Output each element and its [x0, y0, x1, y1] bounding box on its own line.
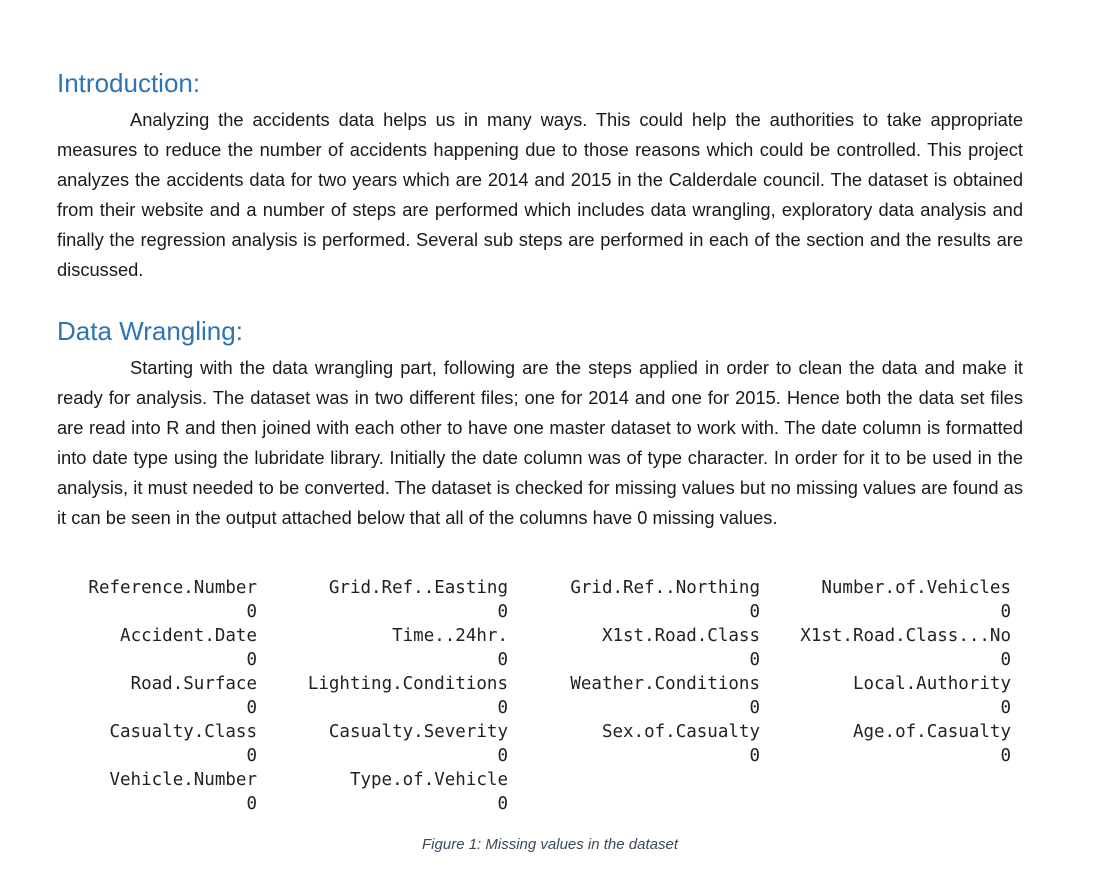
missing-count: 0: [246, 794, 257, 814]
data-wrangling-heading: Data Wrangling:: [57, 316, 243, 346]
figure-caption: Figure 1: Missing values in the dataset: [422, 836, 678, 853]
missing-count: 0: [1000, 602, 1011, 622]
column-name: Reference.Number: [88, 578, 257, 598]
missing-count: 0: [749, 602, 760, 622]
output-header-row: [57, 624, 1011, 648]
missing-values-output: [57, 576, 1011, 816]
missing-count: 0: [497, 650, 508, 670]
missing-count: 0: [246, 698, 257, 718]
missing-count: 0: [497, 602, 508, 622]
column-name: Grid.Ref..Easting: [328, 578, 508, 598]
column-name: Type.of.Vehicle: [349, 770, 508, 790]
column-name: Age.of.Casualty: [852, 722, 1011, 742]
introduction-heading: Introduction:: [57, 68, 201, 98]
missing-count: 0: [749, 698, 760, 718]
output-header-row: [57, 576, 1011, 600]
missing-count: [508, 792, 760, 816]
output-value-row: [57, 648, 1011, 672]
column-name: Grid.Ref..Northing: [570, 578, 760, 598]
column-name: Number.of.Vehicles: [821, 578, 1011, 598]
column-name: Time..24hr.: [392, 626, 508, 646]
missing-count: 0: [246, 650, 257, 670]
output-header-row: [57, 720, 1011, 744]
column-name: [760, 768, 1011, 792]
introduction-paragraph: Analyzing the accidents data helps us in many ways. This could help the authorities to take appropriate measures to reduce the number of accidents happening due to those reasons which could be controlled. This project analyzes the accidents data for two years which are 2014 and 2015 in the Calderdale council. The dataset is obtained from their website and a number of steps are performed which includes data wrangling, exploratory data analysis and finally the regression analysis is performed. Several sub steps are performed in each of the section and the results are discussed.: [57, 109, 1023, 280]
column-name: [508, 768, 760, 792]
missing-count: 0: [246, 602, 257, 622]
missing-count: 0: [1000, 746, 1011, 766]
column-name: Vehicle.Number: [109, 770, 257, 790]
output-value-row: [57, 696, 1011, 720]
missing-count: 0: [749, 746, 760, 766]
output-header-row: [57, 768, 1011, 792]
column-name: Casualty.Severity: [328, 722, 508, 742]
column-name: X1st.Road.Class: [601, 626, 760, 646]
missing-count: 0: [497, 698, 508, 718]
missing-count: 0: [749, 650, 760, 670]
column-name: Accident.Date: [120, 626, 257, 646]
missing-count: [760, 792, 1011, 816]
column-name: Road.Surface: [130, 674, 257, 694]
missing-count: 0: [497, 794, 508, 814]
missing-count: 0: [246, 746, 257, 766]
column-name: Local.Authority: [852, 674, 1011, 694]
column-name: Weather.Conditions: [570, 674, 760, 694]
output-value-row: [57, 600, 1011, 624]
output-value-row: [57, 792, 1011, 816]
column-name: Sex.of.Casualty: [601, 722, 760, 742]
column-name: Lighting.Conditions: [307, 674, 508, 694]
missing-count: 0: [1000, 698, 1011, 718]
output-value-row: [57, 744, 1011, 768]
column-name: Casualty.Class: [109, 722, 257, 742]
data-wrangling-paragraph: Starting with the data wrangling part, following are the steps applied in order to clean the data and make it ready for analysis. The dataset was in two different files; one for 2014 and one for 2015. Hence both the data set files are read into R and then joined with each other to have one master dataset to work with. The date column is formatted into date type using the lubridate library. Initially the date column was of type character. In order for it to be used in the analysis, it must needed to be converted. The dataset is checked for missing values but no missing values are found as it can be seen in the output attached below that all of the columns have 0 missing values.: [57, 357, 1023, 528]
column-name: X1st.Road.Class...No: [800, 626, 1011, 646]
output-header-row: [57, 672, 1011, 696]
missing-count: 0: [1000, 650, 1011, 670]
missing-count: 0: [497, 746, 508, 766]
